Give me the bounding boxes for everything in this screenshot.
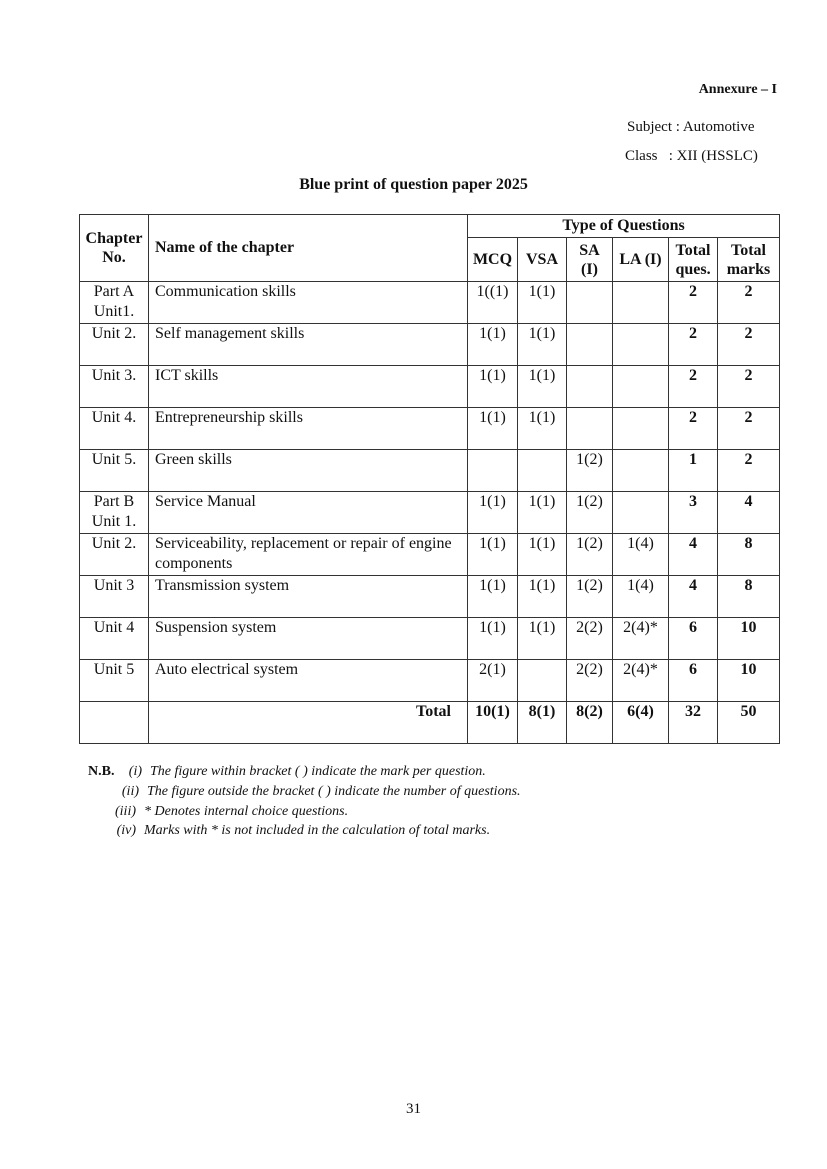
total-label: Total (149, 702, 468, 744)
cell-total-marks: 10 (718, 660, 780, 702)
total-sa: 8(2) (567, 702, 613, 744)
table-row (80, 324, 780, 366)
cell-sa: 1(2) (567, 450, 613, 492)
cell-sa: 1(2) (567, 576, 613, 618)
total-vsa: 8(1) (518, 702, 567, 744)
table-row (80, 618, 780, 660)
note-number: (iii) (115, 804, 136, 819)
cell-chapter-name: Auto electrical system (149, 660, 468, 702)
cell-total-marks: 2 (718, 282, 780, 324)
notes-label: N.B. (88, 764, 115, 779)
cell-mcq: 1((1) (468, 282, 518, 324)
cell-vsa: 1(1) (518, 618, 567, 660)
header-mcq: MCQ (468, 238, 518, 282)
cell-total-ques: 6 (669, 660, 718, 702)
cell-vsa: 1(1) (518, 492, 567, 534)
header-la: LA (I) (613, 238, 669, 282)
cell-mcq: 1(1) (468, 492, 518, 534)
cell-la: 2(4)* (613, 618, 669, 660)
cell-unit: Unit 5. (80, 450, 149, 492)
cell-sa (567, 282, 613, 324)
cell-la (613, 450, 669, 492)
cell-unit: Unit 2. (80, 534, 149, 576)
table-row (80, 534, 780, 576)
cell-unit: Unit 4. (80, 408, 149, 450)
cell-vsa: 1(1) (518, 324, 567, 366)
table-row (80, 660, 780, 702)
cell-vsa (518, 450, 567, 492)
cell-total-ques: 6 (669, 618, 718, 660)
cell-total-marks: 2 (718, 408, 780, 450)
cell-unit: Part B Unit 1. (80, 492, 149, 534)
cell-mcq: 1(1) (468, 408, 518, 450)
page-number: 31 (406, 1101, 421, 1117)
cell-unit: Unit 3 (80, 576, 149, 618)
subject-line: Subject : Automotive (627, 119, 755, 135)
note-item (109, 784, 521, 800)
table-row (80, 408, 780, 450)
cell-la: 1(4) (613, 534, 669, 576)
cell-total-marks: 8 (718, 534, 780, 576)
total-ques: 32 (669, 702, 718, 744)
cell-la (613, 492, 669, 534)
cell-la: 2(4)* (613, 660, 669, 702)
cell-vsa: 1(1) (518, 366, 567, 408)
cell-chapter-name: Self management skills (149, 324, 468, 366)
cell-la (613, 408, 669, 450)
cell-total-marks: 10 (718, 618, 780, 660)
page-title: Blue print of question paper 2025 (299, 176, 528, 193)
cell-sa: 2(2) (567, 618, 613, 660)
cell-chapter-name: Suspension system (149, 618, 468, 660)
cell-chapter-name: Green skills (149, 450, 468, 492)
cell-total-marks: 2 (718, 324, 780, 366)
header-vsa: VSA (518, 238, 567, 282)
cell-total-ques: 2 (669, 366, 718, 408)
cell-total-ques: 2 (669, 324, 718, 366)
header-sa: SA (I) (567, 238, 613, 282)
table-row (80, 450, 780, 492)
cell-total-ques: 1 (669, 450, 718, 492)
note-text: The figure outside the bracket ( ) indicate the number of questions. (147, 784, 521, 799)
cell-la (613, 324, 669, 366)
cell-total-marks: 2 (718, 366, 780, 408)
cell-unit: Unit 5 (80, 660, 149, 702)
note-item (106, 804, 348, 820)
cell-empty (80, 702, 149, 744)
cell-sa (567, 366, 613, 408)
cell-la (613, 366, 669, 408)
table-row (80, 492, 780, 534)
cell-unit: Unit 4 (80, 618, 149, 660)
cell-vsa: 1(1) (518, 576, 567, 618)
cell-la: 1(4) (613, 576, 669, 618)
cell-unit: Unit 3. (80, 366, 149, 408)
cell-total-ques: 4 (669, 534, 718, 576)
table-row (80, 282, 780, 324)
cell-mcq: 1(1) (468, 366, 518, 408)
cell-sa (567, 324, 613, 366)
cell-chapter-name: ICT skills (149, 366, 468, 408)
note-item (112, 764, 486, 780)
cell-unit: Part A Unit1. (80, 282, 149, 324)
total-marks: 50 (718, 702, 780, 744)
header-total-ques: Total ques. (669, 238, 718, 282)
note-item (106, 823, 490, 839)
cell-total-ques: 4 (669, 576, 718, 618)
cell-sa: 1(2) (567, 492, 613, 534)
note-number: (iv) (116, 823, 136, 838)
cell-total-marks: 4 (718, 492, 780, 534)
header-total-marks: Total marks (718, 238, 780, 282)
cell-mcq (468, 450, 518, 492)
cell-total-marks: 2 (718, 450, 780, 492)
note-number: (i) (128, 764, 142, 779)
total-mcq: 10(1) (468, 702, 518, 744)
note-text: The figure within bracket ( ) indicate the mark per question. (150, 764, 486, 779)
cell-total-ques: 3 (669, 492, 718, 534)
total-row (80, 702, 780, 744)
cell-chapter-name: Entrepreneurship skills (149, 408, 468, 450)
cell-mcq: 1(1) (468, 618, 518, 660)
cell-chapter-name: Communication skills (149, 282, 468, 324)
cell-sa (567, 408, 613, 450)
table-row (80, 576, 780, 618)
cell-vsa: 1(1) (518, 534, 567, 576)
cell-vsa: 1(1) (518, 282, 567, 324)
cell-unit: Unit 2. (80, 324, 149, 366)
cell-sa: 1(2) (567, 534, 613, 576)
cell-mcq: 1(1) (468, 576, 518, 618)
cell-total-marks: 8 (718, 576, 780, 618)
note-number: (ii) (121, 784, 139, 799)
total-la: 6(4) (613, 702, 669, 744)
cell-chapter-name: Serviceability, replacement or repair of engine components (149, 534, 468, 576)
cell-total-ques: 2 (669, 408, 718, 450)
note-text: * Denotes internal choice questions. (144, 804, 349, 819)
cell-chapter-name: Service Manual (149, 492, 468, 534)
table-row (80, 366, 780, 408)
header-type-of-questions: Type of Questions (468, 215, 780, 238)
cell-chapter-name: Transmission system (149, 576, 468, 618)
cell-sa: 2(2) (567, 660, 613, 702)
note-text: Marks with * is not included in the calculation of total marks. (144, 823, 491, 838)
annexure-label: Annexure – I (698, 82, 777, 97)
class-line: Class : XII (HSSLC) (625, 148, 758, 164)
cell-vsa (518, 660, 567, 702)
cell-mcq: 2(1) (468, 660, 518, 702)
cell-mcq: 1(1) (468, 534, 518, 576)
cell-mcq: 1(1) (468, 324, 518, 366)
cell-la (613, 282, 669, 324)
header-chapter-name: Name of the chapter (149, 215, 468, 282)
cell-vsa: 1(1) (518, 408, 567, 450)
cell-total-ques: 2 (669, 282, 718, 324)
header-chapter-no: Chapter No. (80, 215, 149, 282)
blueprint-table (79, 214, 780, 744)
